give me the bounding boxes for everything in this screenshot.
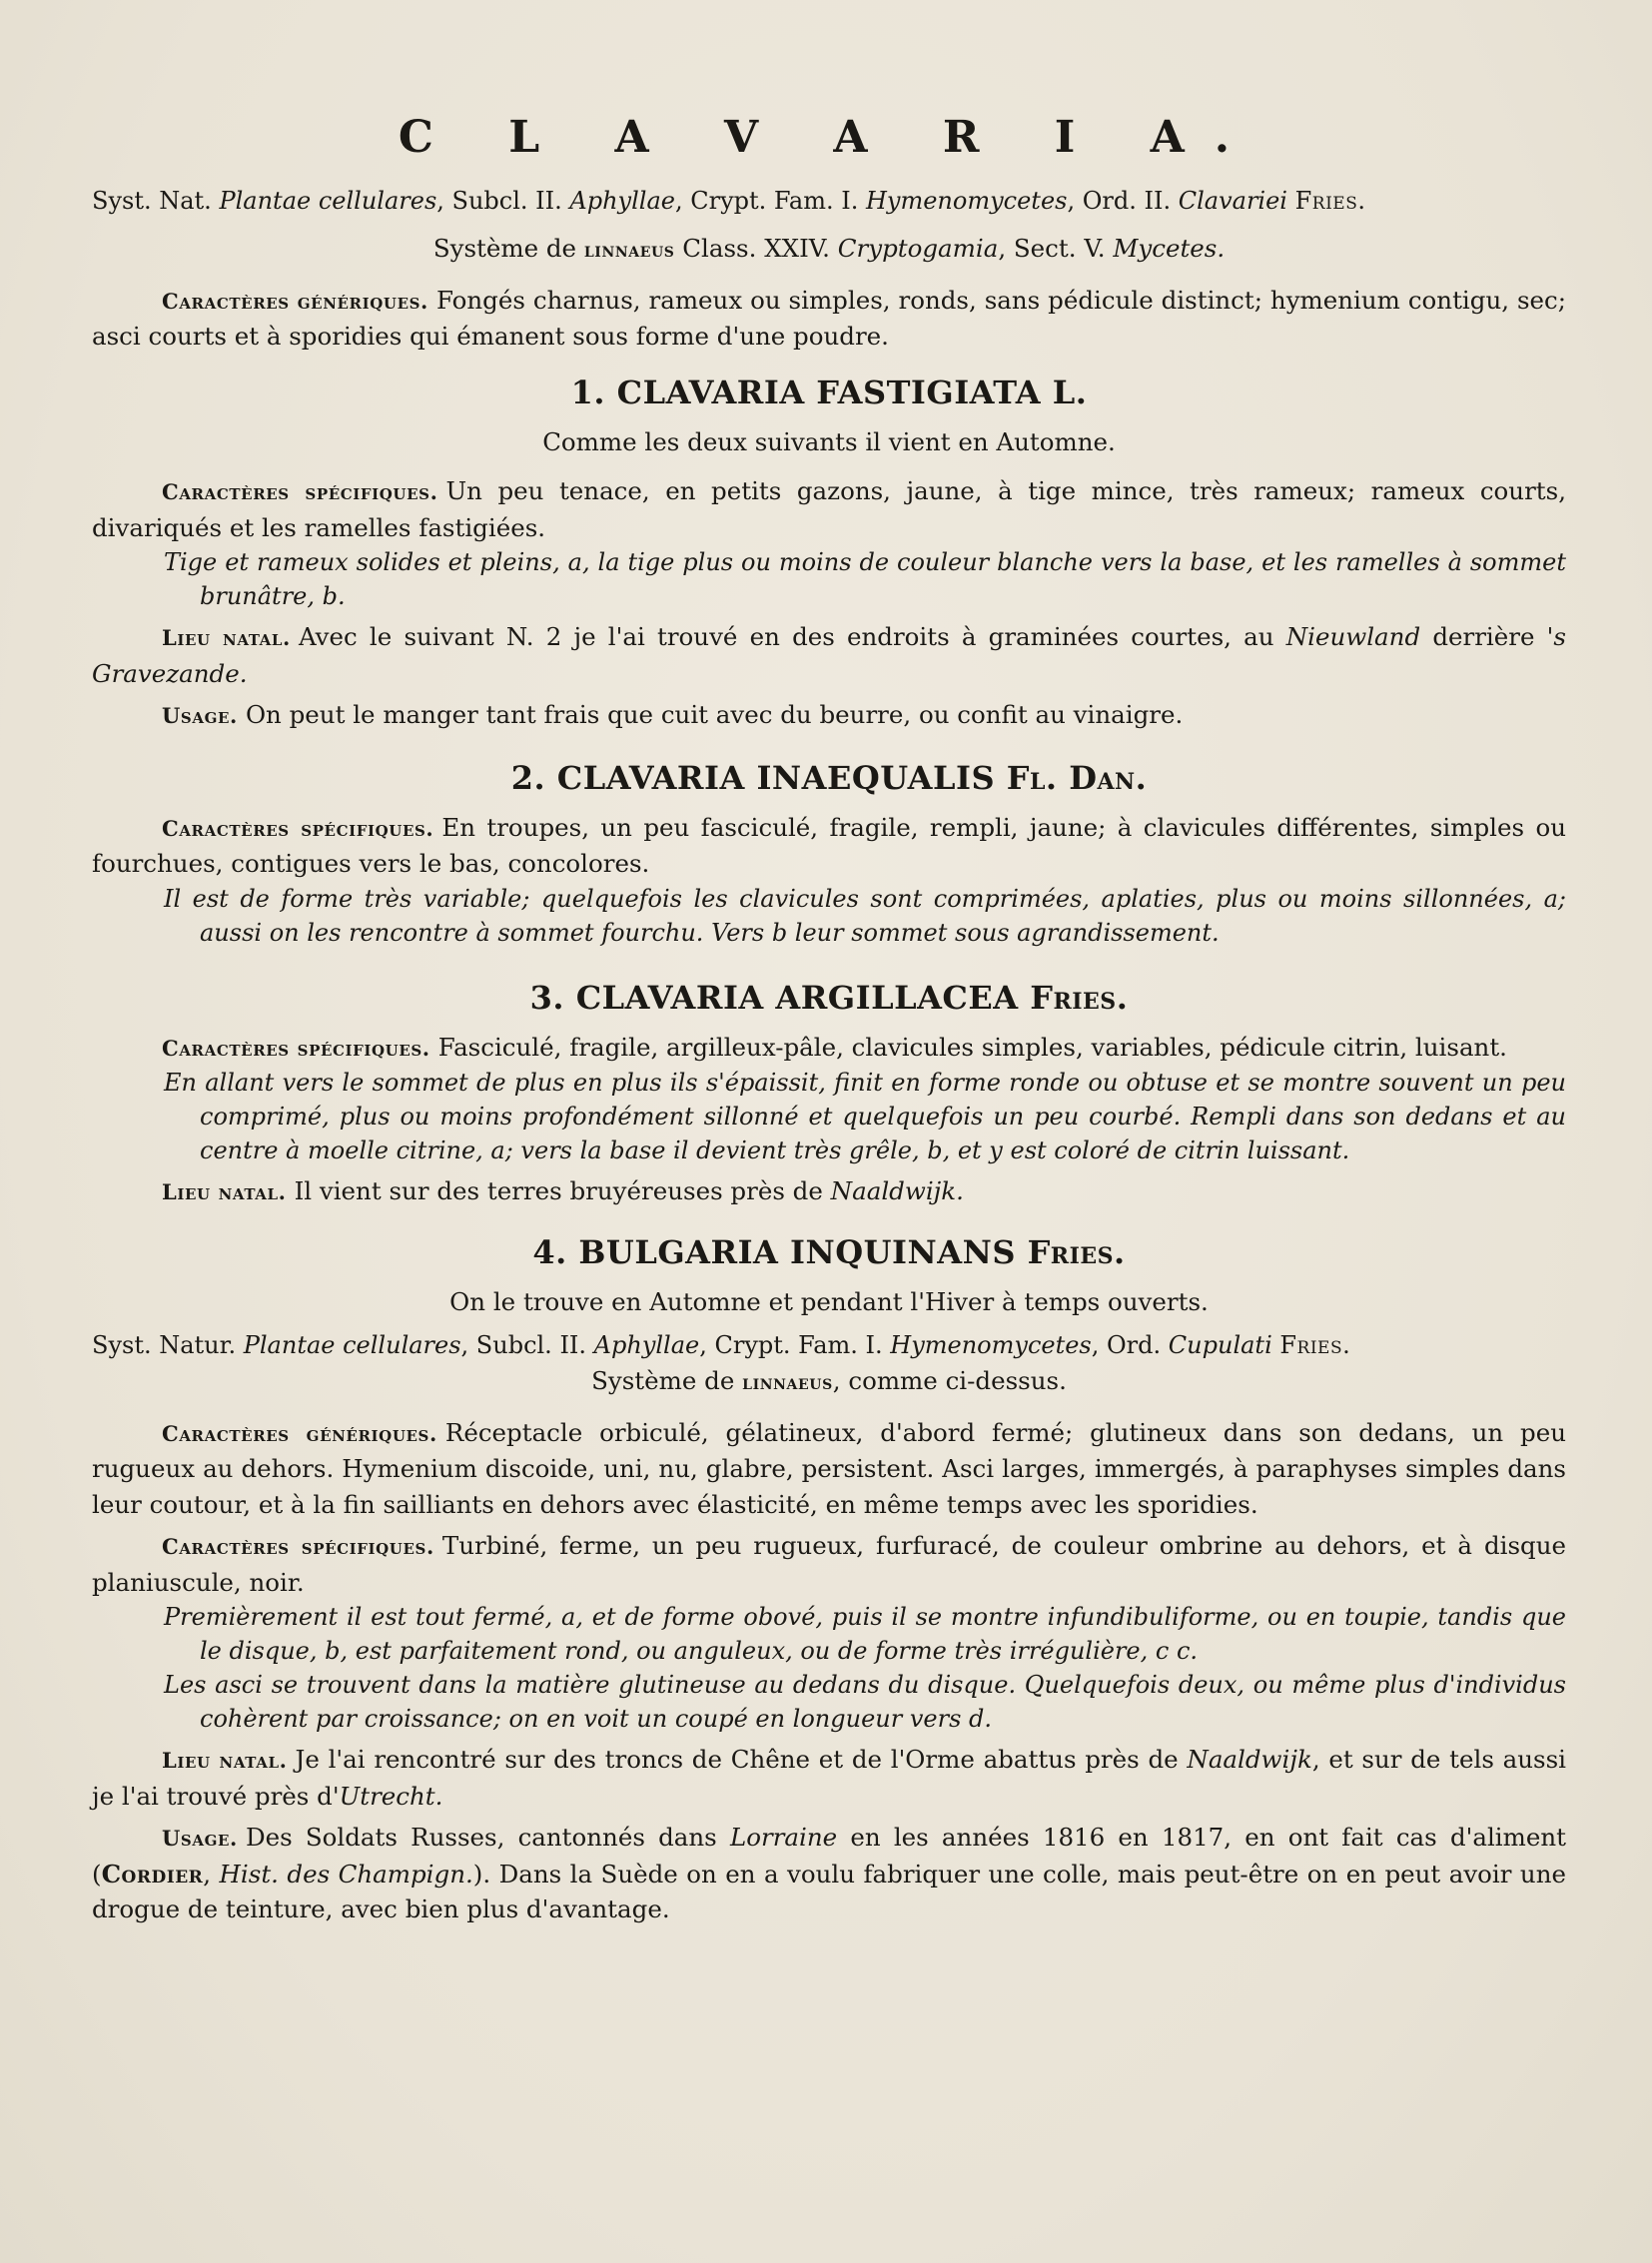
specific-characters: Caractères spécifiques. En troupes, un peu fasciculé, fragile, rempli, jaune; à clavicules différentes, simples ou fourchues, contigues vers le bas, concolores. [92,812,1566,878]
species-italic-description: Il est de forme très variable; quelquefois les clavicules sont comprimées, aplaties, plus ou moins sillonnées, a; aussi on les rencontre à sommet fourchu. Vers b leur sommet sous agrandissement. [164,884,1566,947]
specific-characters: Caractères spécifiques. Turbiné, ferme, un peu rugueux, furfuracé, de couleur ombrine au dehors, et à disque planiuscule, noir. [92,1531,1566,1597]
species-italic-description: Tige et rameux solides et pleins, a, la tige plus ou moins de couleur blanche vers la base, et les ramelles à sommet brunâtre, b. [164,548,1566,610]
systema-line [92,183,1566,219]
species-note: On le trouve en Automne et pendant l'Hiver à temps ouverts. [449,1286,1209,1316]
species-note: Comme les deux suivants il vient en Automne. [542,426,1116,456]
lieu-natal: Lieu natal. Je l'ai rencontré sur des troncs de Chêne et de l'Orme abattus près de Naaldwijk, et sur de tels aussi je l'ai trouvé près d'Utrecht. [92,1745,1566,1811]
syst-text: Syst. Natur. Plantae cellulares, Subcl. II. Aphyllae, Crypt. Fam. I. Hymenomycetes, Ord. Cupulati Fries. [92,1331,1351,1359]
specific-characters: Caractères spécifiques. Un peu tenace, en petits gazons, jaune, à tige mince, très rameux; rameux courts, divariqués et les ramelles fastigiées. [92,476,1566,542]
lieu-natal: Lieu natal. Avec le suivant N. 2 je l'ai trouvé en des endroits à graminées courtes, au Nieuwland derrière 's Gravezande. [92,622,1566,688]
species-italic-description: Premièrement il est tout fermé, a, et de forme obové, puis il se montre infundibuliforme, ou en toupie, tandis que le disque, b, est parfaitement rond, ou anguleux, ou de forme très irrégulière, c c. [164,1603,1566,1665]
lieu-natal: Lieu natal. Il vient sur des terres bruyéreuses près de Naaldwijk. [162,1176,964,1205]
linnaeus-line: Système de linnaeus Class. XXIV. Cryptogamia, Sect. V. Mycetes. [432,234,1226,263]
usage: Usage. Des Soldats Russes, cantonnés dans Lorraine en les années 1816 en 1817, en ont fait cas d'aliment (Cordier, Hist. des Champign.). Dans la Suède on en a voulu fabriquer une colle, mais peut-être on en peut avoir une drogue de teinture, avec bien plus d'avantage. [92,1823,1566,1923]
systema-line [92,1327,1566,1363]
page-title: C L A V A R I A. [398,112,1260,163]
generic-characters: Caractères génériques. Réceptacle orbiculé, gélatineux, d'abord fermé; glutineux dans son dedans, un peu rugueux au dehors. Hymenium discoide, uni, nu, glabre, persistent. Asci larges, immergés, à paraphyses simples dans leur coutour, et à la fin sailliants en dehors avec élasticité, en même temps avec les sporidies. [92,1417,1566,1519]
generic-characters: Caractères génériques. Fongés charnus, rameux ou simples, ronds, sans pédicule distinct; hymenium contigu, sec; asci courts et à sporidies qui émanent sous forme d'une poudre. [92,285,1566,351]
linnaeus-line: Système de linnaeus, comme ci-dessus. [591,1366,1067,1395]
species-heading: 3. CLAVARIA ARGILLACEA Fries. [529,978,1129,1017]
usage: Usage. On peut le manger tant frais que cuit avec du beurre, ou confit au vinaigre. [162,700,1184,729]
species-italic-description: En allant vers le sommet de plus en plus ils s'épaissit, finit en forme ronde ou obtuse et se montre souvent un peu comprimé, plus ou moins profondément sillonné et quelquefois un peu courbé. Rempli dans son dedans et au centre à moelle citrine, a; vers la base il devient très grêle, b, et y est coloré de citrin luissant. [164,1069,1566,1164]
species-heading: 4. BULGARIA INQUINANS Fries. [532,1232,1126,1271]
species-heading: 2. CLAVARIA INAEQUALIS Fl. Dan. [510,758,1148,797]
species-italic-description: Les asci se trouvent dans la matière glutineuse au dedans du disque. Quelquefois deux, ou même plus d'individus cohèrent par croissance; on en voit un coupé en longueur vers d. [164,1671,1566,1733]
species-heading: 1. CLAVARIA FASTIGIATA L. [570,373,1088,411]
syst-text: Syst. Nat. Plantae cellulares, Subcl. II. Aphyllae, Crypt. Fam. I. Hymenomycetes, Ord. II. Clavariei Fries. [92,187,1366,215]
specific-characters: Caractères spécifiques. Fasciculé, fragile, argilleux-pâle, clavicules simples, variables, pédicule citrin, luisant. [162,1032,1507,1062]
